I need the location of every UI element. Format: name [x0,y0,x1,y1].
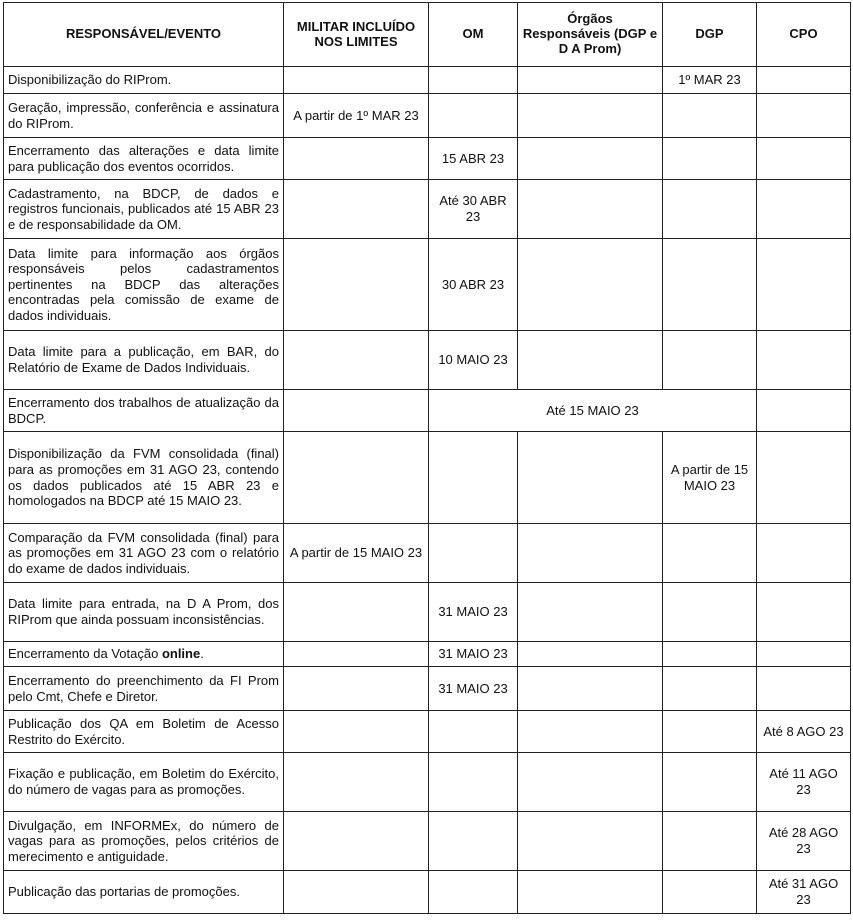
om-cell [429,812,518,871]
om-cell: 10 MAIO 23 [429,331,518,390]
om-cell [429,753,518,812]
om-cell [429,432,518,524]
event-cell: Comparação da FVM consolidada (final) para as promoções em 31 AGO 23 com o relatório do exame de dados individuais. [4,524,284,583]
militar-cell [284,667,429,711]
om-cell: 15 ABR 23 [429,138,518,180]
om-cell: 30 ABR 23 [429,239,518,331]
militar-cell [284,583,429,642]
cpo-cell [757,524,851,583]
dgp-cell [663,753,757,812]
cpo-cell: Até 11 AGO 23 [757,753,851,812]
dgp-cell [663,331,757,390]
militar-cell [284,432,429,524]
table-row [4,642,851,667]
om-cell: 31 MAIO 23 [429,667,518,711]
table-row [4,432,851,524]
cpo-cell [757,390,851,432]
event-text-bold: online [161,646,201,662]
militar-cell [284,753,429,812]
event-cell: Disponibilização do RIProm. [4,67,284,94]
dgp-cell [663,871,757,914]
dgp-cell: 1º MAR 23 [663,67,757,94]
schedule-table [3,2,851,914]
table-row [4,239,851,331]
orgaos-cell [518,711,663,753]
event-text-prefix: Encerramento da Votação [8,646,162,662]
header-om: OM [429,3,518,67]
militar-cell [284,331,429,390]
table-row [4,390,851,432]
orgaos-cell [518,812,663,871]
cpo-cell: Até 28 AGO 23 [757,812,851,871]
dgp-cell [663,583,757,642]
orgaos-cell [518,667,663,711]
militar-cell [284,711,429,753]
event-cell: Divulgação, em INFORMEx, do número de vagas para as promoções, pelos critérios de merecimento e antiguidade. [4,812,284,871]
header-row [4,3,851,67]
dgp-cell [663,667,757,711]
militar-cell [284,180,429,239]
event-cell: Publicação dos QA em Boletim de Acesso Restrito do Exército. [4,711,284,753]
event-cell: Encerramento do preenchimento da FI Prom pelo Cmt, Chefe e Diretor. [4,667,284,711]
om-cell [429,524,518,583]
dgp-cell [663,711,757,753]
cpo-cell [757,583,851,642]
event-cell: Disponibilização da FVM consolidada (final) para as promoções em 31 AGO 23, contendo os dados publicados até 15 ABR 23 e homologados na BDCP até 15 MAIO 23. [4,432,284,524]
event-cell [4,642,284,667]
militar-cell [284,239,429,331]
militar-cell [284,67,429,94]
om-cell: 31 MAIO 23 [429,642,518,667]
om-orgaos-dgp-merged-cell: Até 15 MAIO 23 [429,390,757,432]
militar-cell [284,812,429,871]
militar-cell [284,642,429,667]
orgaos-cell [518,524,663,583]
om-cell [429,67,518,94]
dgp-cell [663,239,757,331]
cpo-cell [757,67,851,94]
militar-cell [284,138,429,180]
dgp-cell [663,642,757,667]
dgp-cell [663,180,757,239]
cpo-cell [757,642,851,667]
table-row [4,67,851,94]
table-row [4,524,851,583]
om-cell [429,94,518,138]
orgaos-cell [518,239,663,331]
event-text-suffix: . [200,646,204,662]
militar-cell [284,390,429,432]
militar-cell: A partir de 15 MAIO 23 [284,524,429,583]
orgaos-cell [518,642,663,667]
om-cell [429,711,518,753]
orgaos-cell [518,180,663,239]
dgp-cell: A partir de 15 MAIO 23 [663,432,757,524]
militar-cell: A partir de 1º MAR 23 [284,94,429,138]
header-responsavel: RESPONSÁVEL/EVENTO [4,3,284,67]
table-row [4,331,851,390]
event-cell: Publicação das portarias de promoções. [4,871,284,914]
orgaos-cell [518,753,663,812]
cpo-cell [757,667,851,711]
dgp-cell [663,94,757,138]
dgp-cell [663,524,757,583]
cpo-cell [757,180,851,239]
orgaos-cell [518,331,663,390]
table-row [4,583,851,642]
event-cell: Data limite para a publicação, em BAR, do Relatório de Exame de Dados Individuais. [4,331,284,390]
table-row [4,667,851,711]
table-row [4,753,851,812]
event-cell: Encerramento das alterações e data limite para publicação dos eventos ocorridos. [4,138,284,180]
orgaos-cell [518,94,663,138]
orgaos-cell [518,432,663,524]
orgaos-cell [518,871,663,914]
header-dgp: DGP [663,3,757,67]
header-orgaos: Órgãos Responsáveis (DGP e D A Prom) [518,3,663,67]
event-cell: Cadastramento, na BDCP, de dados e registros funcionais, publicados até 15 ABR 23 e de responsabilidade da OM. [4,180,284,239]
event-cell: Data limite para informação aos órgãos responsáveis pelos cadastramentos pertinentes na BDCP das alterações encontradas pela comissão de exame de dados individuais. [4,239,284,331]
header-militar: MILITAR INCLUÍDO NOS LIMITES [284,3,429,67]
cpo-cell [757,138,851,180]
table-row [4,871,851,914]
orgaos-cell [518,67,663,94]
orgaos-cell [518,583,663,642]
om-cell: 31 MAIO 23 [429,583,518,642]
cpo-cell: Até 31 AGO 23 [757,871,851,914]
event-cell: Data limite para entrada, na D A Prom, dos RIProm que ainda possuam inconsistências. [4,583,284,642]
event-cell: Encerramento dos trabalhos de atualização da BDCP. [4,390,284,432]
cpo-cell [757,94,851,138]
table-row [4,138,851,180]
cpo-cell [757,331,851,390]
orgaos-cell [518,138,663,180]
cpo-cell [757,239,851,331]
cpo-cell [757,432,851,524]
cpo-cell: Até 8 AGO 23 [757,711,851,753]
table-row [4,180,851,239]
om-cell [429,871,518,914]
dgp-cell [663,812,757,871]
om-cell: Até 30 ABR 23 [429,180,518,239]
event-cell: Geração, impressão, conferência e assinatura do RIProm. [4,94,284,138]
dgp-cell [663,138,757,180]
table-row [4,812,851,871]
table-row [4,711,851,753]
militar-cell [284,871,429,914]
event-cell: Fixação e publicação, em Boletim do Exército, do número de vagas para as promoções. [4,753,284,812]
table-row [4,94,851,138]
header-cpo: CPO [757,3,851,67]
